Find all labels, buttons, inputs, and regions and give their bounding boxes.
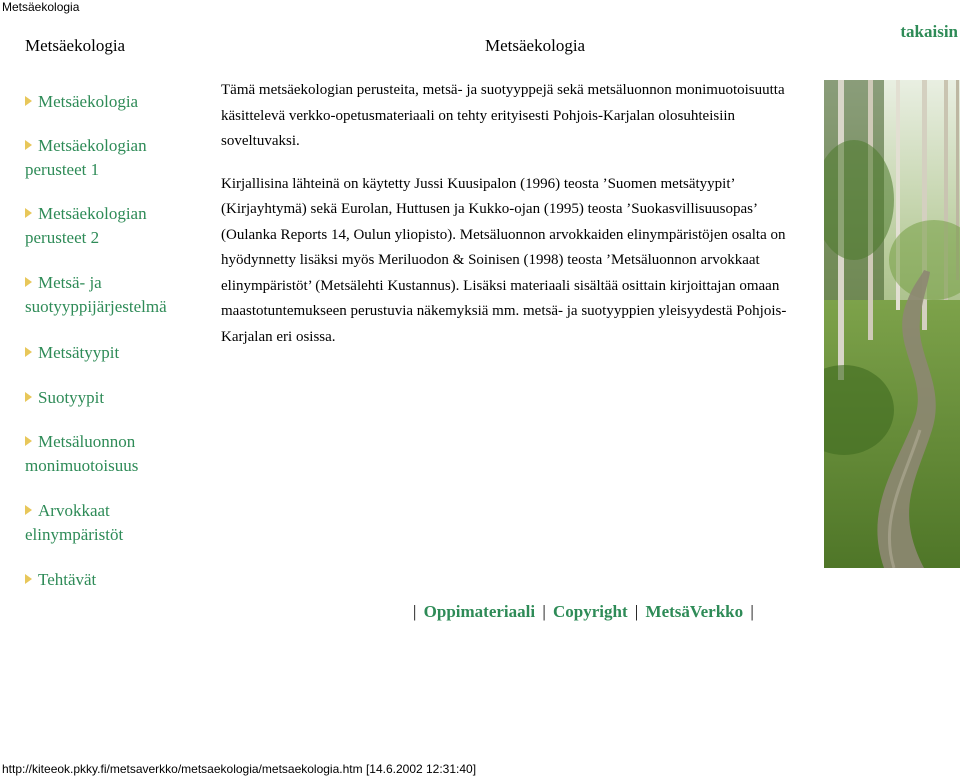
back-link[interactable]: takaisin <box>900 22 958 41</box>
bullet-arrow-icon <box>25 505 32 515</box>
separator: | <box>542 602 546 621</box>
separator: | <box>634 602 639 621</box>
bullet-arrow-icon <box>25 277 32 287</box>
footer-link-oppimateriaali[interactable]: Oppimateriaali <box>423 602 536 621</box>
nav-label: Metsä- ja suotyyppijärjestelmä <box>25 273 167 316</box>
separator: | <box>413 602 417 621</box>
page-title: Metsäekologia <box>485 36 586 55</box>
nav-label: Arvokkaat elinympäristöt <box>25 501 124 544</box>
nav-label: Suotyypit <box>38 388 105 407</box>
bullet-arrow-icon <box>25 140 32 150</box>
intro-paragraph: Tämä metsäekologian perusteita, metsä- ja suotyyppejä sekä metsäluonnon monimuotoisuutta käsittelevä verkko-opetusmateriaali on tehty erityisesti Pohjois-Karjalan olosuhteisiin soveltuvaksi. <box>221 82 785 149</box>
bullet-arrow-icon <box>25 574 32 584</box>
sources-paragraph: Kirjallisina lähteinä on käytetty Jussi Kuusipalon (1996) teosta ’Suomen metsätyypit’ (Kirjayhtymä) sekä Eurolan, Huttusen ja Kukko-ojan (1995) teosta ’Suokasvillisuusopas’ (Oulanka Reports 14, Oulun yliopisto). Metsäluonnon arvokkaiden elinympäristöjen osalta on hyödynnetty lisäksi myös Meriluodon & Soinisen (1998) teosta ’Metsäluonnon arvokkaat elinympäristöt’ (Metsälehti Kustannus). Lisäksi materiaali sisältää osittain kirjoittajan omaan maastotuntemukseen perustuvia näkemyksiä mm. metsä- ja suotyyppien yleisyydestä Pohjois-Karjalan eri osissa. <box>221 175 787 345</box>
nav-item-metsatyypit[interactable] <box>25 341 210 365</box>
nav-item-metsaekologia[interactable] <box>25 90 210 114</box>
bullet-arrow-icon <box>25 208 32 218</box>
footer-nav <box>410 600 757 624</box>
nav-label: Tehtävät <box>38 570 97 589</box>
main-content <box>221 78 801 367</box>
nav-label: Metsätyypit <box>38 343 120 362</box>
forest-path-image <box>824 80 960 568</box>
bullet-arrow-icon <box>25 436 32 446</box>
forest-path-photo <box>824 80 960 568</box>
nav-label: Metsäekologian perusteet 2 <box>25 204 147 247</box>
footer-link-copyright[interactable]: Copyright <box>553 602 628 621</box>
bullet-arrow-icon <box>25 347 32 357</box>
separator: | <box>750 602 754 621</box>
bullet-arrow-icon <box>25 392 32 402</box>
nav-label: Metsäluonnon monimuotoisuus <box>25 432 139 475</box>
nav-label: Metsäekologia <box>38 92 139 111</box>
bullet-arrow-icon <box>25 96 32 106</box>
site-title: Metsäekologia <box>25 36 126 55</box>
nav-item-jarjestelma[interactable] <box>25 271 210 319</box>
nav-item-elinymparistot[interactable] <box>25 499 210 547</box>
nav-label: Metsäekologian perusteet 1 <box>25 136 147 179</box>
nav-item-monimuotoisuus[interactable] <box>25 430 210 478</box>
nav-item-suotyypit[interactable] <box>25 386 210 410</box>
window-title: Metsäekologia <box>2 0 80 14</box>
nav-item-perusteet-2[interactable] <box>25 202 210 250</box>
footer-link-metsaverkko[interactable]: MetsäVerkko <box>645 602 744 621</box>
nav-item-perusteet-1[interactable] <box>25 134 210 182</box>
status-url: http://kiteeok.pkky.fi/metsaverkko/metsaekologia/metsaekologia.htm [14.6.2002 12:31:40] <box>2 762 477 776</box>
nav-item-tehtavat[interactable] <box>25 568 210 592</box>
